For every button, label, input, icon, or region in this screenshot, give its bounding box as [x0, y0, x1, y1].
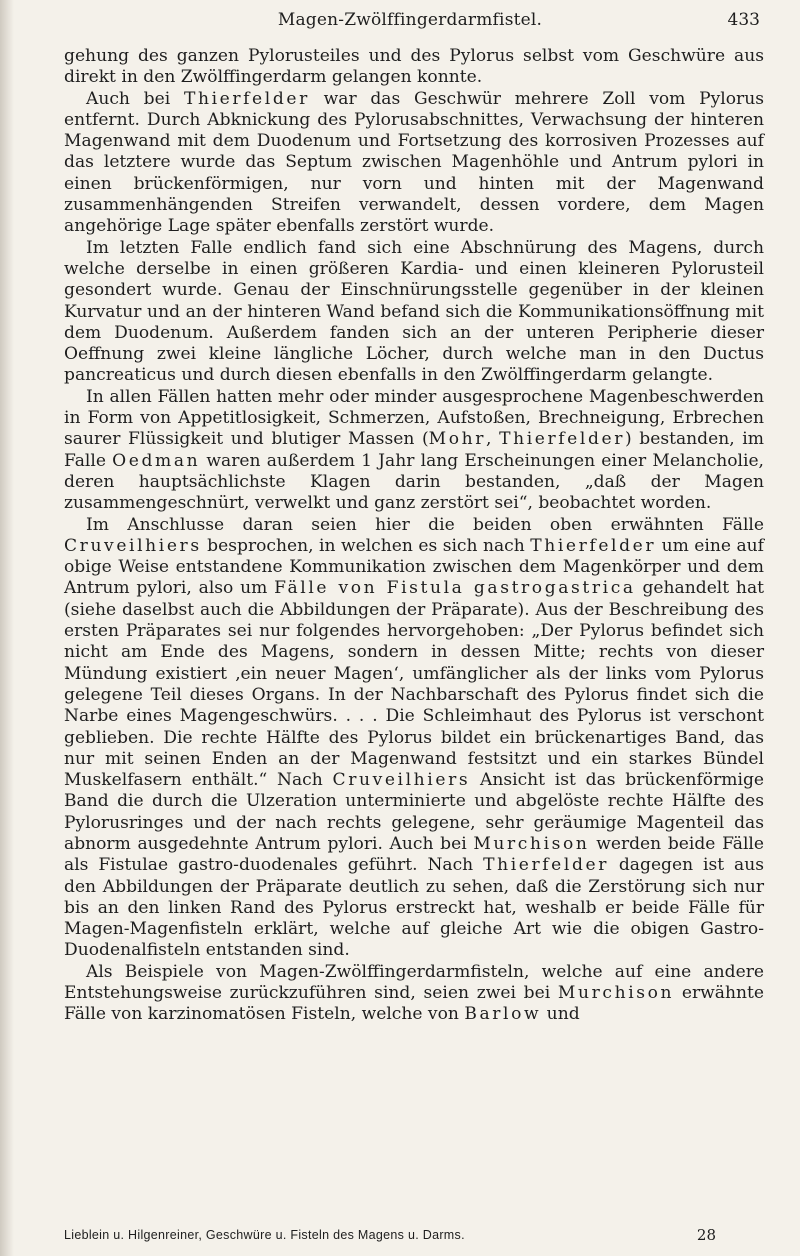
- spaced-name: Cruveilhiers: [332, 770, 471, 791]
- page-footer: [64, 1226, 764, 1248]
- running-title: Magen-Zwölffingerdarmfistel.: [277, 10, 543, 30]
- spaced-name: Oedman: [112, 450, 201, 471]
- spaced-name: Murchison: [557, 983, 675, 1004]
- spaced-name: Mohr: [428, 429, 487, 450]
- text-run: werden beide Fälle als Fistulae gastro-duodenales geführt. Nach: [64, 833, 765, 876]
- text-run: ) bestanden, im Falle: [64, 429, 764, 471]
- text-run: Im Anschlusse daran seien hier die beiden oben erwähnten Fälle: [86, 514, 764, 535]
- text-run: und: [541, 1004, 580, 1025]
- paragraph: [64, 89, 764, 238]
- text-run: Auch bei: [86, 88, 184, 109]
- spaced-name: Fälle von Fistula gastrogastrica: [274, 578, 636, 599]
- spaced-name: Cruveilhiers: [64, 535, 202, 556]
- signature-mark: 28: [696, 1226, 716, 1244]
- page-number: 433: [727, 10, 760, 30]
- text-run: besprochen, in welchen es sich nach: [201, 535, 531, 556]
- page-header: [60, 10, 760, 38]
- spaced-name: Murchison: [473, 833, 590, 854]
- text-run: gehung des ganzen Pylorusteiles und des Pylorus selbst vom Geschwüre aus direkt in den Zwölffingerdarm gelangen konnte.: [64, 46, 764, 88]
- text-run: Ansicht ist das brückenförmige Band die durch die Ulzeration unterminierte und abgelöste rechte Hälfte des Pylorusringes und der nach rechts gelegene, sehr geräumige Magenteil das abnorm ausgedehnte Antrum pylori. Auch bei: [64, 770, 765, 854]
- spaced-name: Thierfelder: [483, 855, 609, 876]
- page-gutter-shadow: [0, 0, 14, 1256]
- text-run: um eine auf obige Weise entstandene Kommunikation zwischen dem Magenkörper und dem Antrum pylori, also um: [64, 535, 764, 599]
- paragraph: [64, 238, 764, 387]
- footer-citation: Lieblein u. Hilgenreiner, Geschwüre u. Fisteln des Magens u. Darms.: [64, 1228, 465, 1242]
- paragraph: [64, 387, 764, 515]
- spaced-name: Thierfelder: [530, 535, 657, 556]
- paragraph: [64, 46, 764, 89]
- text-run: Im letzten Falle endlich fand sich eine Abschnürung des Magens, durch welche derselbe in einen größeren Kardia- und einen kleineren Pylorusteil gesondert wurde. Genau der Einschnürungsstelle gegenüber in der kleinen Kurvatur und an der hinteren Wand befand sich die Kommunikationsöffnung mit dem Duodenum. Außerdem fanden sich an der unteren Peripherie dieser Oeffnung zwei kleine längliche Löcher, durch welche man in den Ductus pancreaticus und durch diesen ebenfalls in den Zwölffingerdarm gelangte.: [64, 237, 764, 386]
- spaced-name: Thierfelder: [499, 429, 625, 450]
- text-run: gehandelt hat (siehe daselbst auch die Abbildungen der Präparate). Aus der Beschreibung des ersten Präparates sei nur folgendes hervorgehoben: „Der Pylorus befindet sich nicht am Ende des Magens, sondern in dessen Mitte; rechts von dieser Mündung existiert ‚ein neuer Magen‘, umfänglicher als der links vom Pylorus gelegene Teil dieses Organs. In der Nachbarschaft des Pylorus findet sich die Narbe eines Magengeschwürs. . . . Die Schleimhaut des Pylorus ist verschont geblieben. Die rechte Hälfte des Pylorus bildet ein brückenartiges Band, das nur mit seinen Enden an der Magenwand festsitzt und ein starkes Bündel Muskelfasern enthält.“ Nach: [64, 578, 765, 791]
- spaced-name: Thierfelder: [183, 88, 310, 109]
- paragraph: [64, 515, 764, 962]
- spaced-name: Barlow: [464, 1004, 542, 1025]
- text-run: erwähnte Fälle von karzinomatösen Fisteln, welche von: [64, 983, 764, 1025]
- text-run: ,: [486, 429, 500, 450]
- text-run: In allen Fällen hatten mehr oder minder ausgesprochene Magenbeschwerden in Form von Appetitlosigkeit, Schmerzen, Aufstoßen, Brechneigung, Erbrechen saurer Flüssigkeit und blutiger Massen (: [64, 386, 764, 450]
- paragraph: [64, 962, 764, 1026]
- text-run: waren außerdem 1 Jahr lang Erscheinungen einer Melancholie, deren hauptsächlichste Klagen darin bestanden, „daß der Magen zusammengeschnürt, verwelkt und ganz zerstört sei“, beobachtet worden.: [64, 450, 764, 514]
- text-run: war das Geschwür mehrere Zoll vom Pylorus entfernt. Durch Abknickung des Pylorusabschnittes, Verwachsung der hinteren Magenwand mit dem Duodenum und Fortsetzung des korrosiven Prozesses auf das letztere wurde das Septum zwischen Magenhöhle und Antrum pylori in einen brückenförmigen, nur vorn und hinten mit der Magenwand zusammenhängenden Streifen verwandelt, dessen vordere, dem Magen angehörige Lage später ebenfalls zerstört wurde.: [64, 88, 764, 237]
- text-run: Als Beispiele von Magen-Zwölffingerdarmfisteln, welche auf eine andere Entstehungsweise zurückzuführen sind, seien zwei bei: [64, 961, 764, 1004]
- text-run: dagegen ist aus den Abbildungen der Präparate deutlich zu sehen, daß die Zerstörung sich nur bis an den linken Rand des Pylorus erstreckt hat, weshalb er beide Fälle für Magen-Magenfisteln erklärt, welche auf gleiche Art wie die obigen Gastro-Duodenalfisteln entstanden sind.: [64, 855, 764, 961]
- body-text: [64, 46, 764, 1026]
